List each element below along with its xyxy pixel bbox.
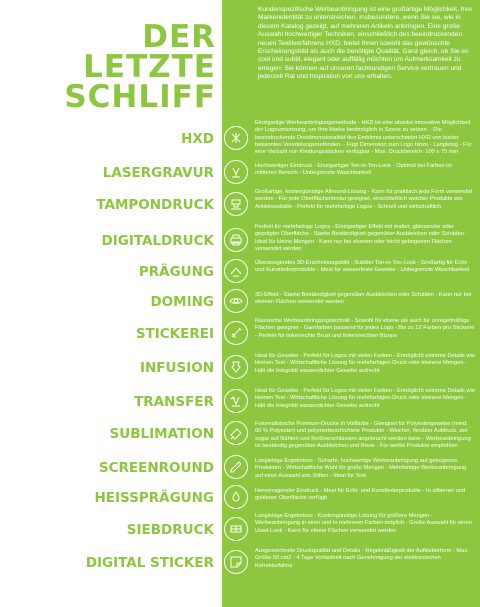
sublimation-icon <box>224 421 248 445</box>
needle-icon <box>224 321 248 345</box>
title-line-3: SCHLIFF <box>64 79 216 115</box>
hot-stamp-icon <box>224 485 248 509</box>
technique-description: 3D-Effekt - Starke Beständigkeit gegenüber Ausbleichen oder Schäden - Kann nur bei ebenen Flächen verwendet werden <box>255 292 472 306</box>
technique-description: Überzeugendes 3D-Erscheinungsbild - Subtiler Ton-in-Ton-Look - Großartig für Echt- und Kunstlederprodukte - Ideal für wasserfeste Gewebe - Unbegrenzte Waschbarkeit <box>255 260 470 274</box>
pad-print-icon <box>224 192 248 216</box>
screenround-icon <box>224 455 248 479</box>
printer-icon <box>224 228 248 252</box>
infusion-icon <box>224 355 248 379</box>
intro-text: Kundenspezifische Werbeanbringung ist eine großartige Möglichkeit, Ihre Markenidentität zu unterstreichen. Insbesondere, wenn Sie sie, wie in diesem Katalog gezeigt, auf mehreren Artikeln anbringen. Eine große Auswahl hochwertiger Techniken, einschließlich des beeindruckenden neuen Textilverfahrens HXD, bietet Ihnen sowohl das gewünschte Erscheinungsbild als auch die benötigte Qualität. Ganz gleich, ob Sie es cool und subtil, elegant oder auffällig möchten um Aufmerksamkeit zu erregen: Sie können auf unseren fachkundigen Service vertrauen und jederzeit Rat und Inspiration von uns erhalten. <box>258 6 472 81</box>
technique-name: PRÄGUNG <box>138 264 214 280</box>
technique-name: TRANSFER <box>134 394 214 410</box>
hxd-icon <box>224 126 248 150</box>
technique-description: Ideal für Gewebe - Perfekt für Logos mit vielen Farben - Ermöglicht extreme Details wie kleinen Text - Wirtschaftliche Lösung für mehrfarbigen Druck oder kleinere Mengen - Hält die Integrität wasserdichter Gewebe aufrecht <box>255 388 476 409</box>
emboss-icon <box>224 259 248 283</box>
technique-name: TAMPONDRUCK <box>96 197 214 213</box>
technique-description: Langlebige Ergebnisse - Scharfe, hochwertige Werbeanbringung auf gebogenen Produkten - Wirtschaftliche Wahl für große Mengen - Mehrfarbige Werbeanbringung auf einer Auswahl von Stiften - Ideal für Text <box>255 458 467 479</box>
transfer-icon <box>224 389 248 413</box>
technique-name: HEISSPRÄGUNG <box>94 490 214 506</box>
technique-name: DOMING <box>150 294 214 310</box>
technique-name: SIEBDRUCK <box>126 522 214 538</box>
title-line-1: DER <box>142 19 216 55</box>
technique-name: SUBLIMATION <box>109 426 214 442</box>
eye-icon <box>224 289 248 313</box>
technique-name: DIGITAL STICKER <box>85 555 214 571</box>
technique-name: INFUSION <box>139 360 214 376</box>
laser-icon <box>224 160 248 184</box>
technique-description: Perfekt für mehrfarbige Logos - Einzigartiger Effekt mit matter, glänzender oder geprägter Oberfläche - Starke Beständigkeit gegenüber Ausbleichen oder Schäden - Ideal für kleine Mengen - Kann nur bei ebenen oder leicht gebogenen Flächen verwendet werden <box>255 224 468 252</box>
technique-description: Ideal für Gewebe - Perfekt für Logos mit vielen Farben - Ermöglicht extreme Details wie kleinen Text - Wirtschaftliche Lösung für mehrfarbigen Druck oder kleinere Mengen - Hält die Integrität wasserdichter Gewebe aufrecht <box>255 353 476 374</box>
screen-print-icon <box>224 517 248 541</box>
technique-description: Langlebige Ergebnisse - Kostengünstige Lösung für größere Mengen - Werbeanbringung in einer und in mehreren Farben möglich - Große Auswahl für einen Used-Look - Kann für ebene Flächen verwendet werden <box>255 513 472 534</box>
technique-name: STICKEREI <box>135 326 214 342</box>
technique-name: HXD <box>181 131 214 147</box>
sticker-icon <box>224 550 248 574</box>
technique-description: Ausgezeichnete Druckqualität und Details - Regelmäßigkeit der Aufkleberform - Max. Größe 50 cm2 - 4 Tage Vorlaufzeit nach Genehmigung der elektronischen Korrekturfahne <box>255 548 469 569</box>
technique-name: SCREENROUND <box>98 460 214 476</box>
title-line-2: LETZTE <box>83 49 216 85</box>
technique-description: Hochwertiger Eindruck - Einzigartiger Ton-in-Ton-Look - Optimal bei Farben im mittleren Bereich - Unbegrenzte Waschbarkeit <box>255 163 453 177</box>
technique-name: LASERGRAVUR <box>102 165 214 181</box>
technique-description: Klassische Werbeanbringungstechnik - Sowohl für ebene als auch für unregelmäßige Flächen geeignet - Garnfarben passend für jedes Logo - Bis zu 12 Farben pro Stickerei - Perfekt für linke/rechte Brust und linken/rechten Bizeps <box>255 318 475 339</box>
technique-description: Fotorealistische Premium-Drucke in Vollfarbe - Geeignet für Polyestergewebe (mind. 60 % Polyester) und polymerbeschichtete Produkte - Weicher, flexibler Aufdruck, der sogar auf Nähten und Reißverschlüssen angebracht werden kann - Werbeanbringung ist beständig gegenüber Ausbleichen und Risse - Für weiße Produkte empfohlen <box>255 421 471 449</box>
technique-description: Hervorragender Eindruck - Ideal für Echt- und Kunstlederprodukte - In silberner und goldener Oberfläche verfügb <box>255 488 466 502</box>
technique-description: Großartige, kostengünstige Allround-Lösung - Kann für praktisch jede Form verwendet werden - Für jede Oberflächentextur geeignet, einschließlich weicher Produkte wie Antistressbälle - Perfekt für mehrfarbige Logos - Schnell und wirtschaftlich <box>255 189 473 210</box>
technique-name: DIGITALDRUCK <box>101 233 214 249</box>
technique-description: Einzigartige Werbeanbringungsmethode - HXD ist eine absolut innovative Möglichkeit der Logoumsetzung, um Ihre Marke bestmöglich in Szene zu setzen. - Die beeindruckende Dreidimensionalität des Emblems unterscheidet HXD von bisher bekannten Veredelungsmethoden. - Fügt Dimension zum Logo hinzu - Langlebig - Für eine Vielzahl von Kleidungsstücken verfügbar - Max. Druckbereich: 100 x 75 mm <box>255 120 472 156</box>
